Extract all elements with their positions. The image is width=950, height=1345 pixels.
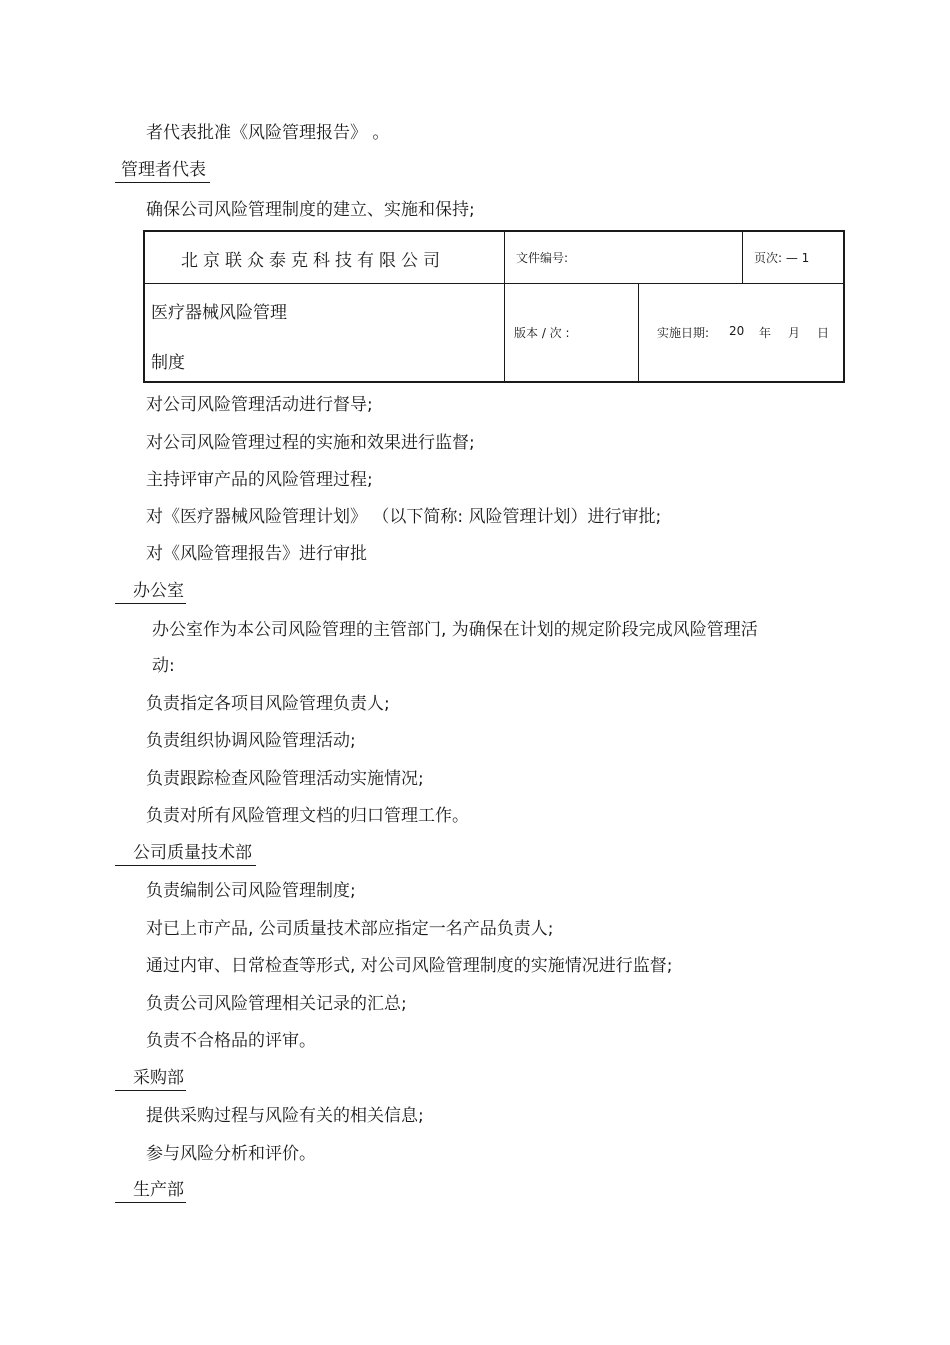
text-line: 负责公司风险管理相关记录的汇总;: [146, 994, 407, 1014]
effective-date-year: 20: [729, 324, 745, 338]
text-line: 对公司风险管理过程的实施和效果进行监督;: [146, 433, 475, 453]
text-line: 负责对所有风险管理文档的归口管理工作。: [146, 806, 469, 826]
page-number-label: 页次: — 1: [754, 251, 810, 265]
section-heading-production-dept: 生产部: [115, 1179, 186, 1203]
text-line: 主持评审产品的风险管理过程;: [146, 470, 373, 490]
text-line: 负责组织协调风险管理活动;: [146, 731, 356, 751]
text-line: 对《医疗器械风险管理计划》 （以下简称: 风险管理计划）进行审批;: [146, 507, 662, 527]
document-header-table: [143, 230, 845, 383]
text-line: 负责跟踪检查风险管理活动实施情况;: [146, 769, 424, 789]
section-heading-quality-tech-dept: 公司质量技术部: [115, 842, 256, 866]
text-line: 者代表批准《风险管理报告》 。: [146, 123, 390, 143]
section-heading-purchasing-dept: 采购部: [115, 1067, 186, 1091]
text-line: 参与风险分析和评价。: [146, 1144, 316, 1164]
text-line: 负责不合格品的评审。: [146, 1031, 316, 1051]
section-heading-office: 办公室: [115, 580, 186, 604]
effective-date-day-unit: 日: [817, 326, 830, 340]
document-title-line-2: 制度: [151, 353, 185, 373]
text-line: 通过内审、日常检查等形式, 对公司风险管理制度的实施情况进行监督;: [146, 956, 673, 976]
text-line: 负责编制公司风险管理制度;: [146, 881, 356, 901]
text-line: 确保公司风险管理制度的建立、实施和保持;: [146, 200, 475, 220]
text-line: 动:: [152, 656, 175, 676]
text-line: 对已上市产品, 公司质量技术部应指定一名产品负责人;: [146, 919, 554, 939]
effective-date-label: 实施日期:: [657, 326, 710, 340]
document-title-line-1: 医疗器械风险管理: [151, 303, 287, 323]
file-number-label: 文件编号:: [516, 251, 569, 265]
text-line: 对《风险管理报告》进行审批: [146, 544, 367, 564]
company-name: 北京联众泰克科技有限公司: [181, 251, 445, 271]
text-line: 对公司风险管理活动进行督导;: [146, 395, 373, 415]
text-line: 提供采购过程与风险有关的相关信息;: [146, 1106, 424, 1126]
text-line: 办公室作为本公司风险管理的主管部门, 为确保在计划的规定阶段完成风险管理活: [152, 620, 758, 640]
section-heading-management-rep: 管理者代表: [115, 159, 210, 183]
version-label: 版本 / 次 :: [514, 326, 570, 340]
effective-date-year-unit: 年: [759, 326, 772, 340]
effective-date-month-unit: 月: [788, 326, 801, 340]
text-line: 负责指定各项目风险管理负责人;: [146, 694, 390, 714]
